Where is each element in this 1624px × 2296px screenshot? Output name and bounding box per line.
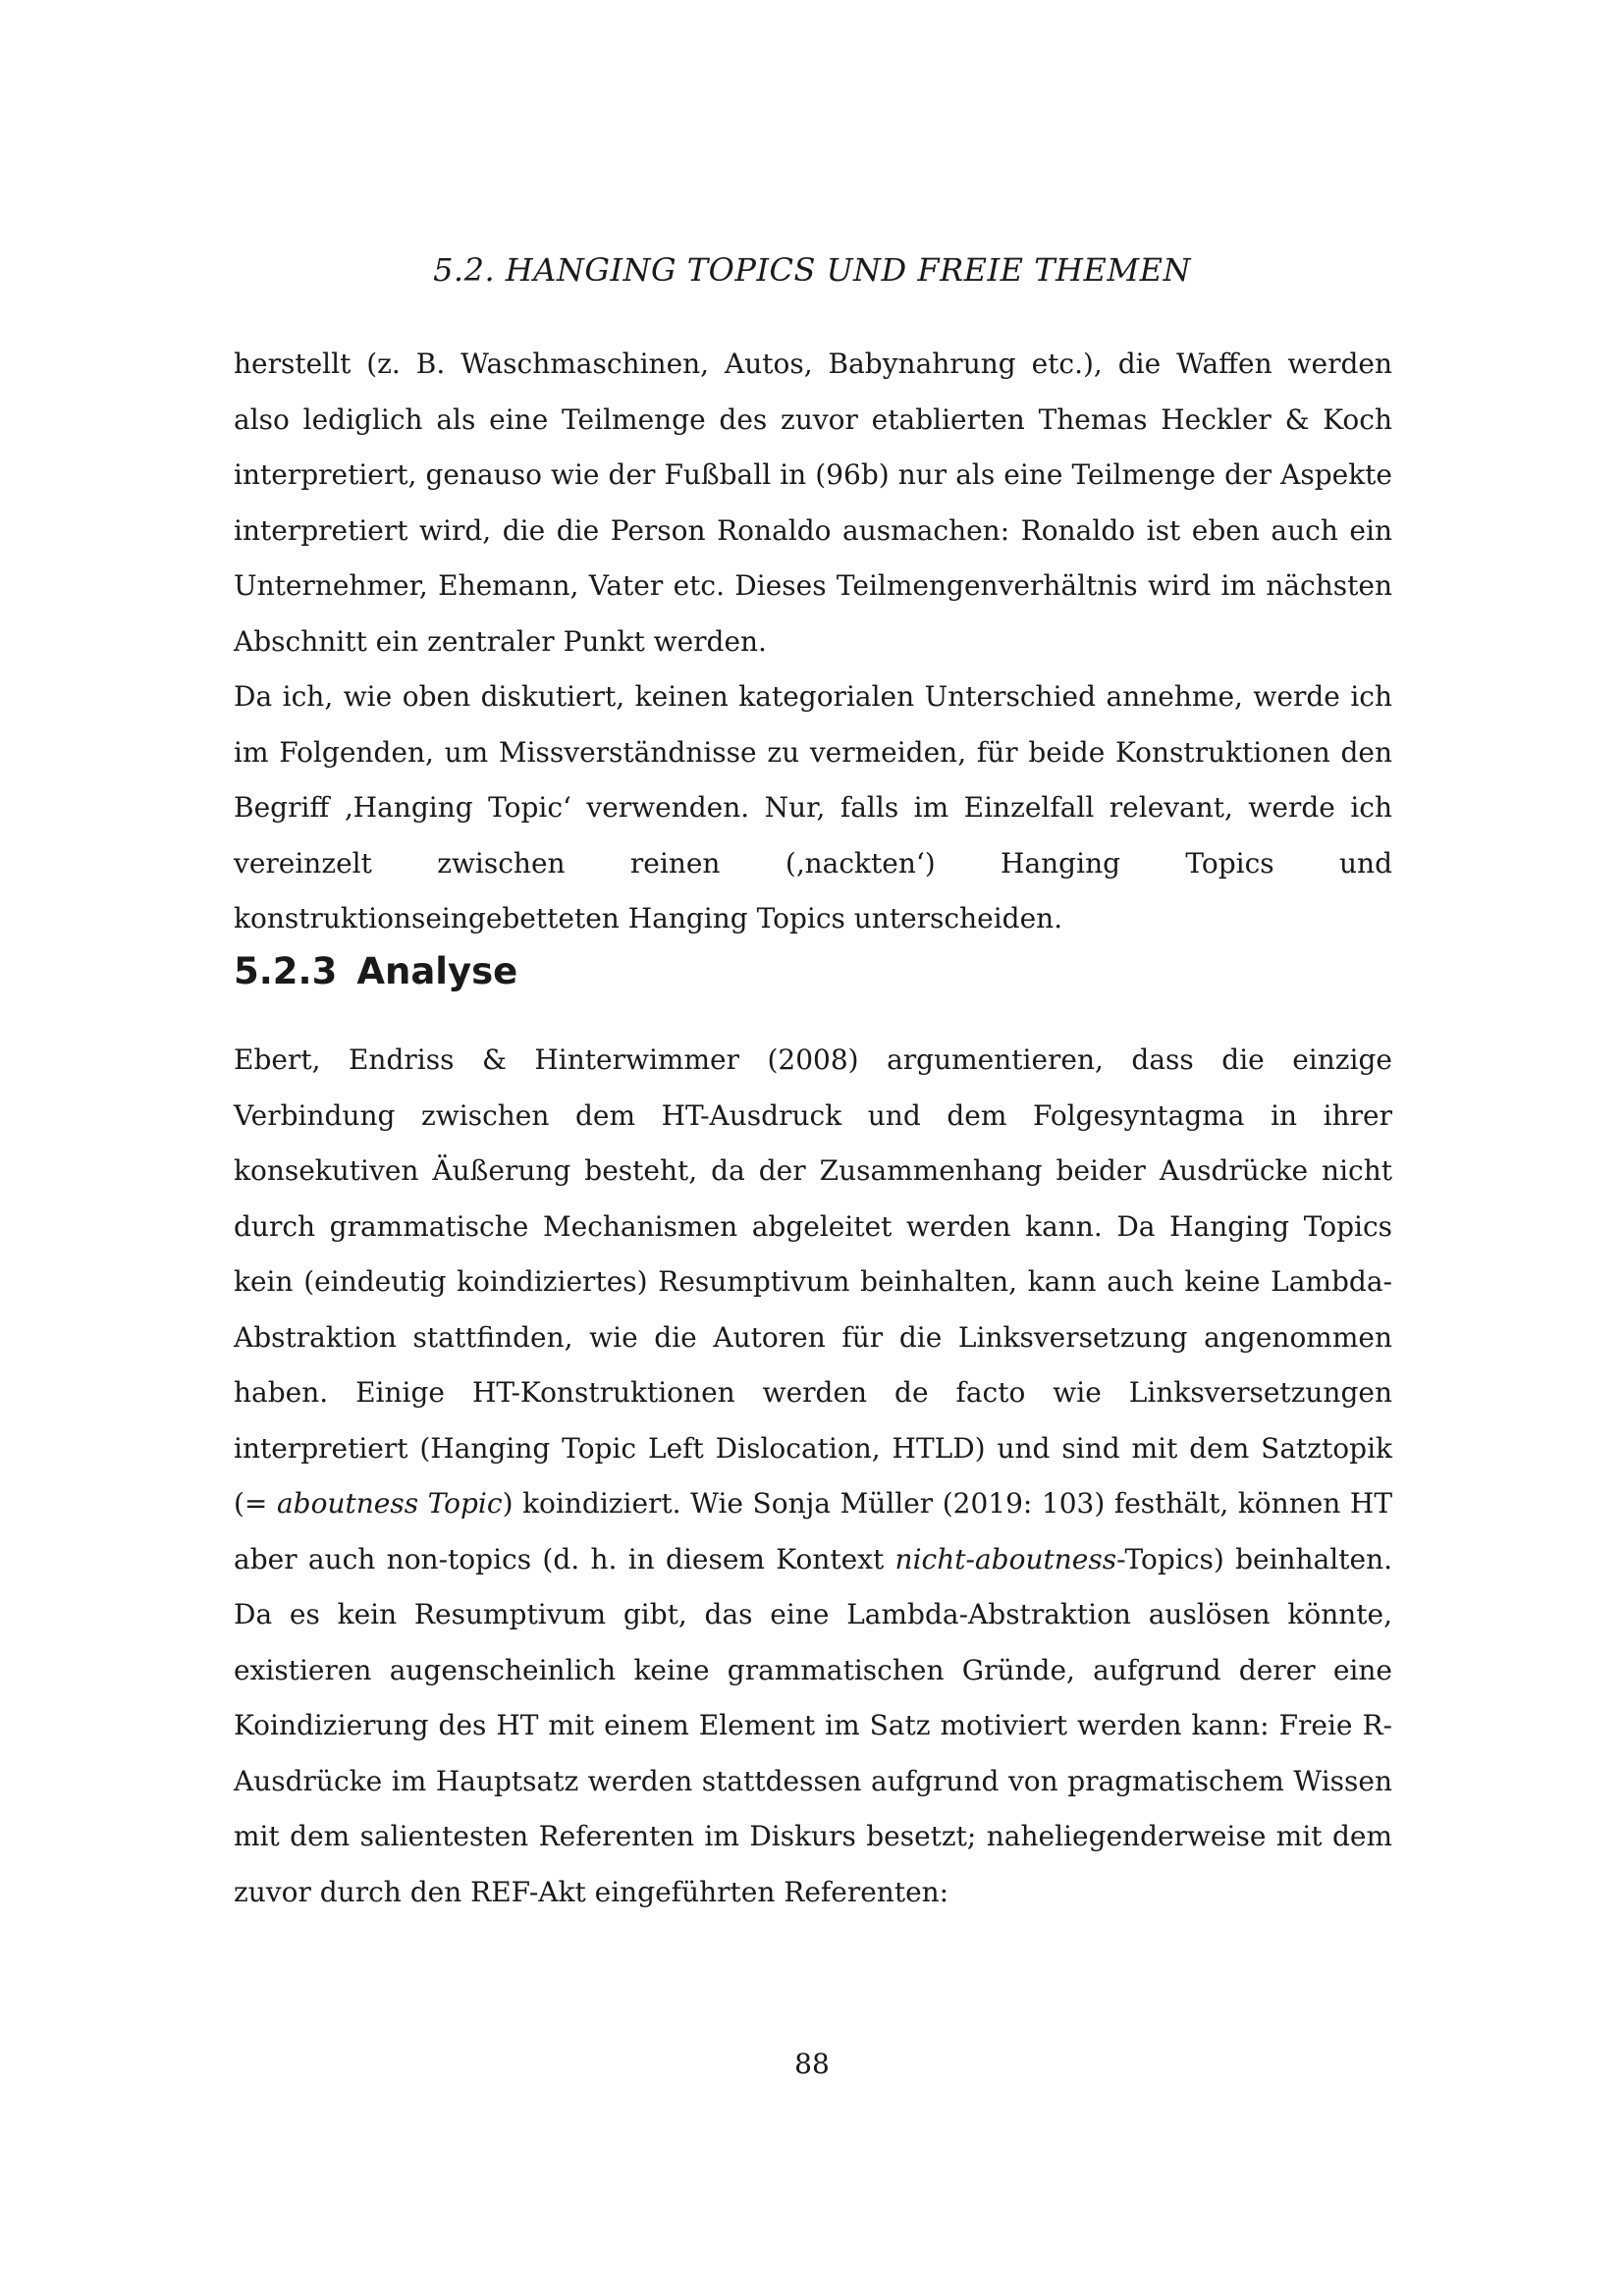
page-number: 88 — [794, 2048, 830, 2080]
p3-italic-aboutness-topic: aboutness Topic — [276, 1487, 503, 1520]
section-title: Analyse — [356, 950, 518, 992]
section-number: 5.2.3 — [234, 950, 338, 992]
paragraph-2: Da ich, wie oben diskutiert, keinen kategorialen Unterschied annehme, werde ich im Folgenden, um Missverständnisse zu vermeiden, für beide Konstruktionen den Begriff ‚Hanging Topic‘ verwenden. Nur, falls im Einzelfall relevant, werde ich vereinzelt zwischen reinen (‚nackten‘) Hanging Topics und konstruktionseingebetteten Hanging Topics unterscheiden. — [234, 680, 1392, 934]
p3-italic-nicht-aboutness: nicht-aboutness — [894, 1542, 1117, 1575]
running-head: 5.2. HANGING TOPICS UND FREIE THEMEN — [433, 251, 1191, 289]
body-text-analysis — [234, 1033, 1392, 1920]
paragraph-1: herstellt (z. B. Waschmaschinen, Autos, Babynahrung etc.), die Waffen werden also lediglich als eine Teilmenge des zuvor etablierten Themas Heckler & Koch interpretiert, genauso wie der Fußball in (96b) nur als eine Teilmenge der Aspekte interpretiert wird, die die Person Ronaldo ausmachen: Ronaldo ist eben auch ein Unternehmer, Ehemann, Vater etc. Dieses Teilmengenverhältnis wird im nächsten Abschnitt ein zentraler Punkt werden. — [234, 347, 1392, 658]
p3-text-1: Ebert, Endriss & Hinterwimmer (2008) argumentieren, dass die einzige Verbindung zwischen dem HT-Ausdruck und dem Folgesyntagma in ihrer konsekutiven Äußerung besteht, da der Zusammenhang beider Ausdrücke nicht durch grammatische Mechanismen abgeleitet werden kann. Da Hanging Topics kein (eindeutig koindiziertes) Resumptivum beinhalten, kann auch keine Lambda-Abstraktion stattfinden, wie die Autoren für die Linksversetzung angenommen haben. Einige HT-Konstruktionen werden de facto wie Linksversetzungen interpretiert (Hanging Topic Left Dislocation, HTLD) und sind mit dem Satztopik (= — [234, 1043, 1392, 1520]
section-heading — [234, 950, 517, 993]
body-text-top — [234, 337, 1392, 947]
p3-text-3: -Topics) beinhalten. Da es kein Resumptivum gibt, das eine Lambda-Abstraktion auslösen könnte, existieren augenscheinlich keine grammatischen Gründe, aufgrund derer eine Koindizierung des HT mit einem Element im Satz motiviert werden kann: Freie R-Ausdrücke im Hauptsatz werden stattdessen aufgrund von pragmatischem Wissen mit dem salientesten Referenten im Diskurs besetzt; naheliegenderweise mit dem zuvor durch den REF-Akt eingeführten Referenten: — [234, 1542, 1392, 1908]
p3-text-2: ) koindiziert. Wie Sonja Müller (2019: 103) festhält, können HT aber auch non-topics (d. h. in diesem Kontext — [234, 1487, 1392, 1575]
paragraph-3 — [234, 1033, 1392, 1920]
